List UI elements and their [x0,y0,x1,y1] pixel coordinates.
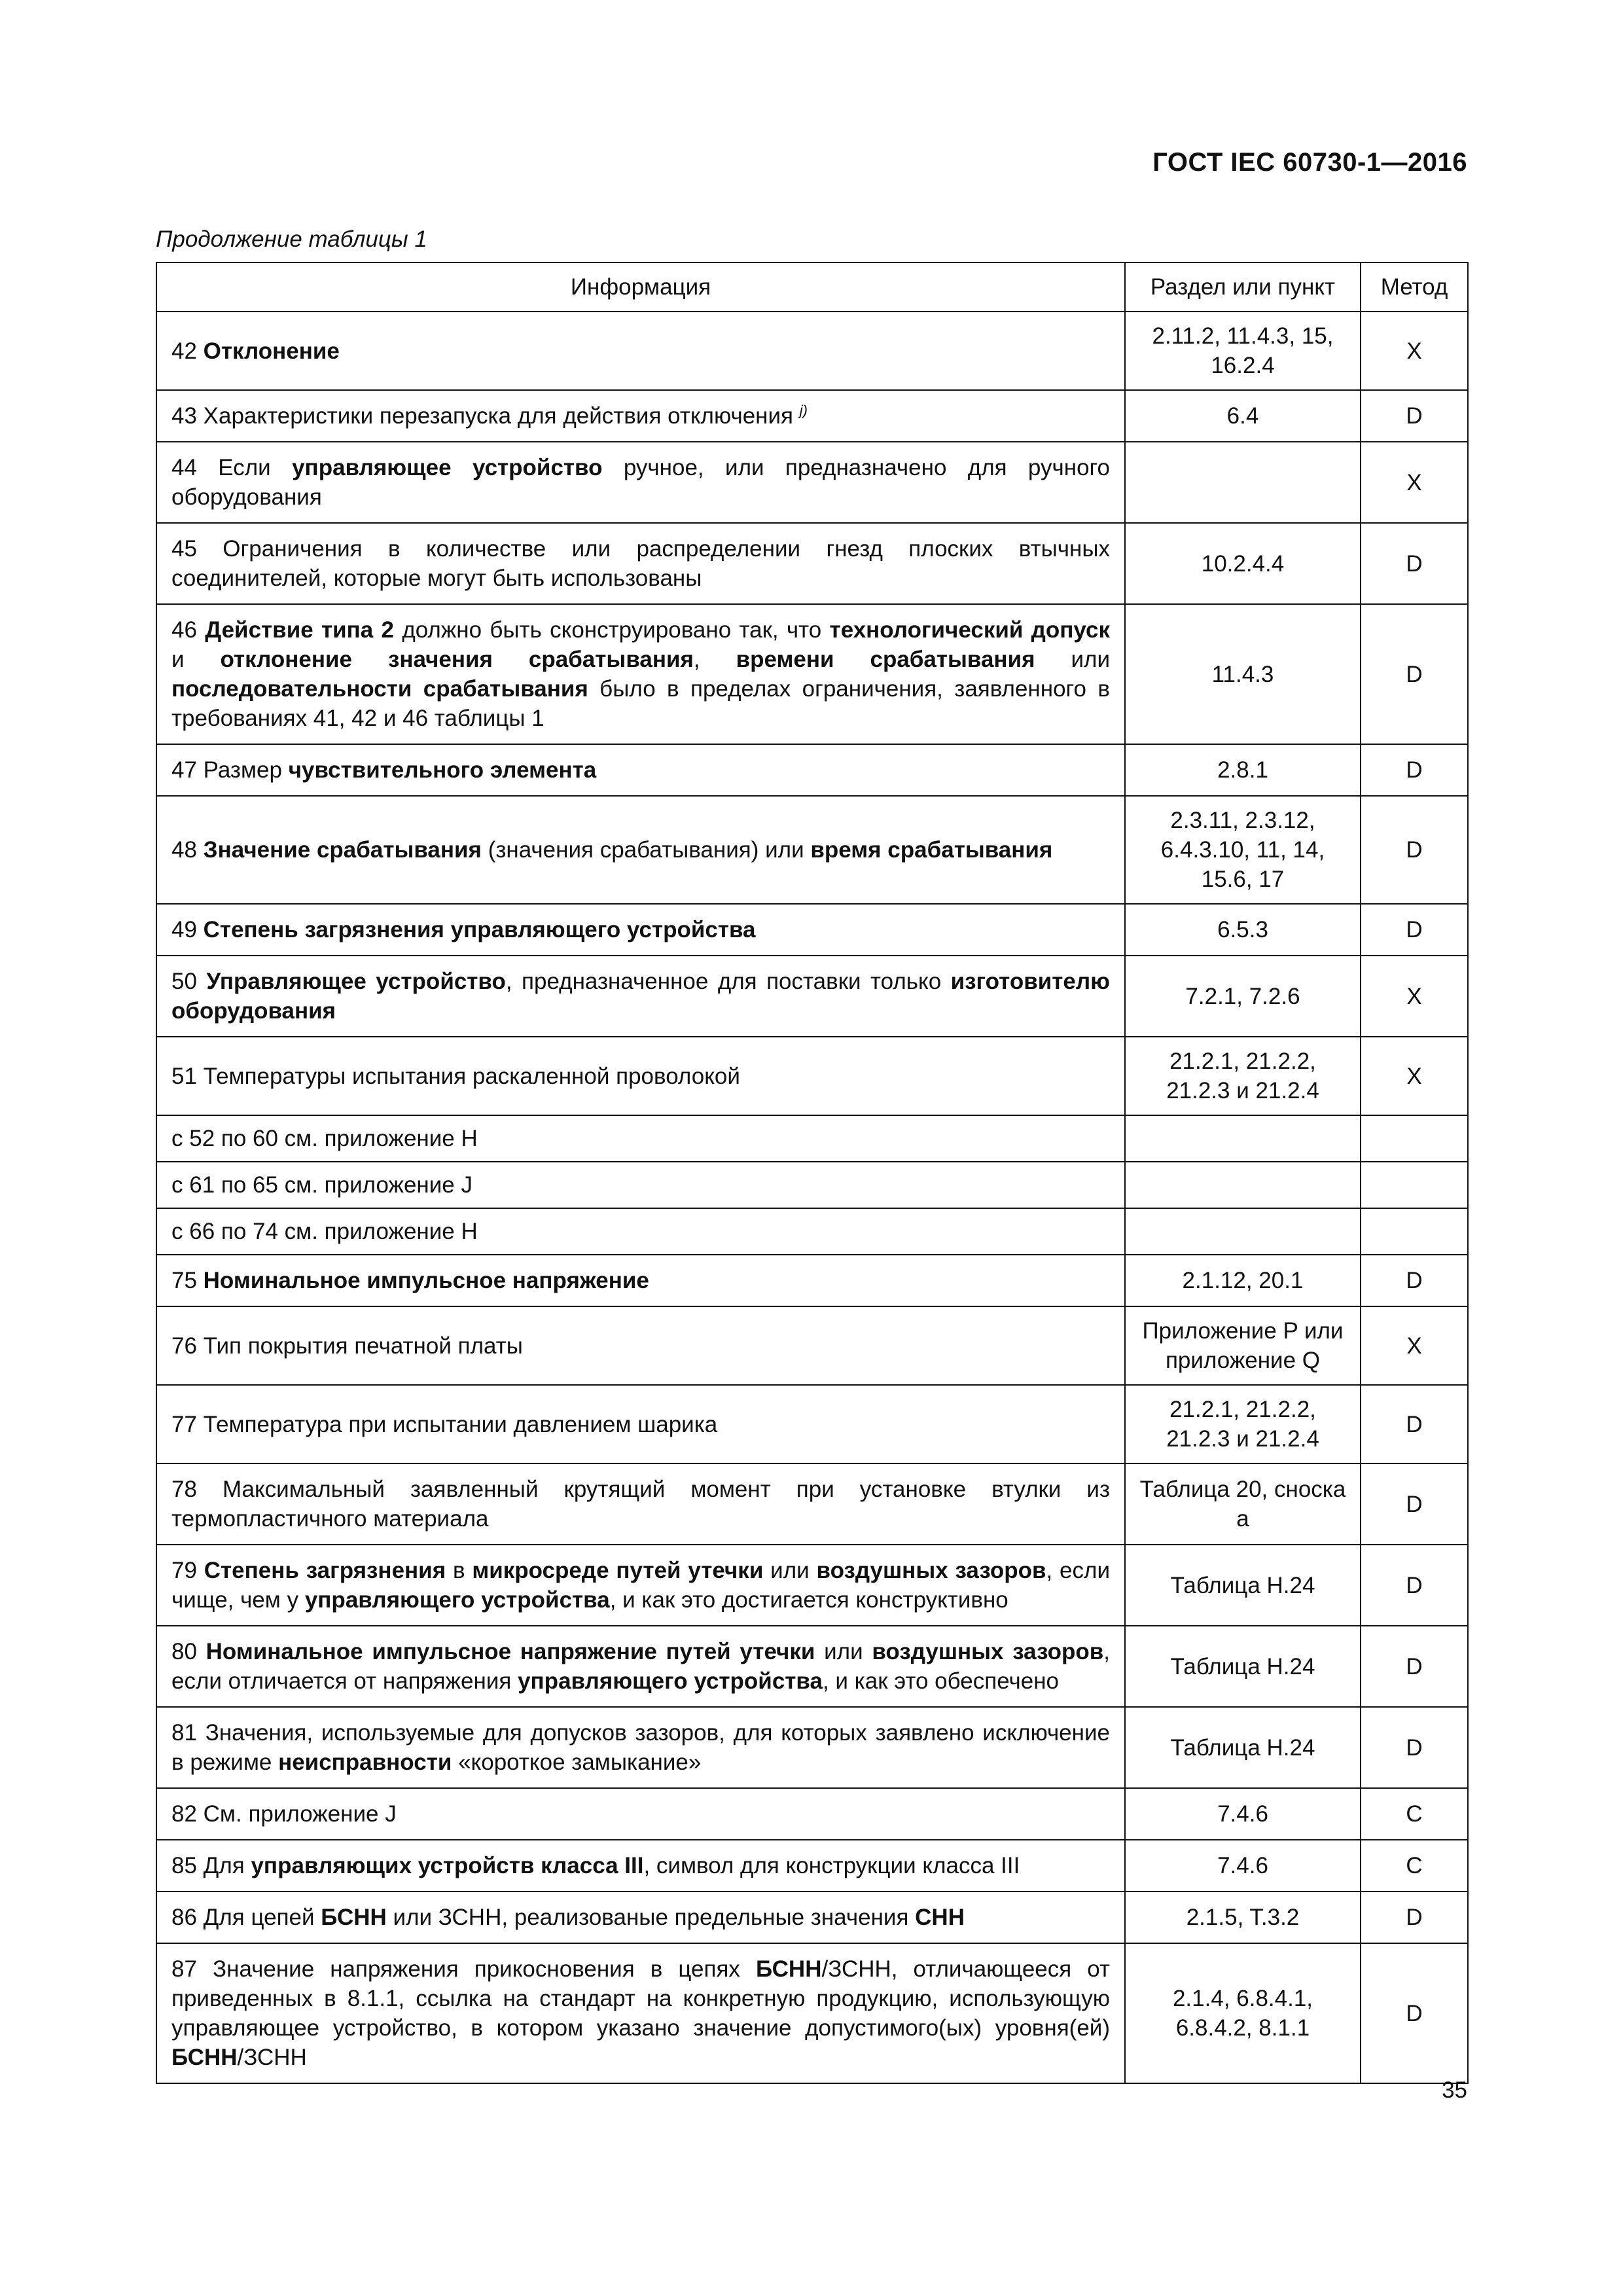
text-segment: 42 [171,338,204,364]
term-bold: Номинальное импульсное напряжение путей утечки [205,1639,815,1664]
text-segment: (значения срабатывания) или [481,837,811,863]
requirements-table [156,262,1469,2084]
cell-info [156,1208,1125,1255]
cell-method: X [1361,956,1468,1037]
text-segment: 82 См. приложение J [171,1801,397,1827]
term-bold: отклонение значения срабатывания [220,647,694,672]
term-bold: управляющих устройств класса III [251,1853,644,1878]
table-row [156,1306,1468,1385]
text-segment: /ЗСНН, отличающееся от приведенных в 8.1.1, ссылка на стандарт на конкретную продукцию, использующую управляющее устройство, в котором указано значение допустимого(ых) уровня(ей) [171,1956,1110,2041]
cell-method: D [1361,1255,1468,1306]
text-segment: , символ для конструкции класса III [643,1853,1020,1878]
cell-method [1361,1208,1468,1255]
text-segment: 87 Значение напряжения прикосновения в цепях [171,1956,756,1982]
cell-info [156,1545,1125,1626]
text-segment: , и как это достигается конструктивно [609,1587,1008,1613]
cell-section-ref: Таблица H.24 [1125,1545,1361,1626]
text-segment: 50 [171,969,207,994]
cell-info [156,796,1125,904]
text-segment: или [815,1639,872,1664]
term-bold: Степень загрязнения управляющего устройства [203,917,756,942]
table-row [156,523,1468,604]
table-row [156,1115,1468,1162]
cell-section-ref: 7.4.6 [1125,1840,1361,1892]
text-segment: в [446,1558,473,1583]
text-segment: ручное, или предназначено для ручного оборудования [171,455,1110,510]
cell-info [156,390,1125,442]
cell-info [156,1255,1125,1306]
table-row [156,312,1468,390]
cell-section-ref: 2.11.2, 11.4.3, 15, 16.2.4 [1125,312,1361,390]
cell-info [156,1115,1125,1162]
text-segment: или ЗСНН, реализованые предельные значения [386,1905,916,1930]
cell-section-ref: 6.5.3 [1125,904,1361,956]
cell-info [156,523,1125,604]
cell-section-ref: 11.4.3 [1125,604,1361,744]
column-header-section: Раздел или пункт [1125,262,1361,312]
cell-section-ref: 7.4.6 [1125,1788,1361,1840]
cell-method: X [1361,312,1468,390]
cell-method: D [1361,1385,1468,1463]
term-bold: Действие типа 2 [205,617,395,643]
cell-section-ref [1125,1115,1361,1162]
table-row [156,904,1468,956]
table-row [156,1943,1468,2083]
cell-method: X [1361,442,1468,523]
cell-info [156,1943,1125,2083]
term-bold: время срабатывания [810,837,1053,863]
cell-section-ref: 21.2.1, 21.2.2, 21.2.3 и 21.2.4 [1125,1037,1361,1115]
table-row [156,1840,1468,1892]
text-segment: 48 [171,837,204,863]
term-bold: БСНН [171,2045,238,2070]
text-segment: или [763,1558,817,1583]
cell-method: C [1361,1840,1468,1892]
term-bold: последовательности срабатывания [171,676,588,702]
column-header-method: Метод [1361,262,1468,312]
text-segment: 49 [171,917,204,942]
cell-section-ref [1125,442,1361,523]
term-bold: БСНН [755,1956,822,1982]
text-segment: 75 [171,1268,204,1293]
cell-section-ref: 2.3.11, 2.3.12, 6.4.3.10, 11, 14, 15.6, 17 [1125,796,1361,904]
text-segment: было в пределах ограничения, заявленного в требованиях 41, 42 и 46 таблицы 1 [171,676,1110,731]
table-row [156,1162,1468,1208]
text-segment: 81 Значения, используемые для допусков зазоров, для которых заявлено исключение в режиме [171,1720,1110,1775]
text-segment: 78 Максимальный заявленный крутящий момент при установке втулки из термопластичного материала [171,1477,1110,1532]
text-segment: с 52 по 60 см. приложение H [171,1126,478,1151]
table-row [156,1037,1468,1115]
term-bold: СНН [915,1905,965,1930]
text-segment: 79 [171,1558,204,1583]
cell-method [1361,1162,1468,1208]
text-segment: 46 [171,617,205,643]
text-segment: 47 Размер [171,757,289,783]
text-segment: 80 [171,1639,206,1664]
cell-info [156,1892,1125,1943]
cell-section-ref: 2.8.1 [1125,744,1361,796]
cell-info [156,442,1125,523]
cell-method: D [1361,523,1468,604]
text-segment: 85 Для [171,1853,251,1878]
table-row [156,1788,1468,1840]
cell-method: D [1361,1707,1468,1788]
text-segment: 86 Для цепей [171,1905,321,1930]
footnote-ref: j) [799,402,808,419]
text-segment: , если отличается от напряжения [171,1639,1110,1694]
table-row [156,1545,1468,1626]
text-segment: с 61 по 65 см. приложение J [171,1172,473,1198]
cell-section-ref: 10.2.4.4 [1125,523,1361,604]
term-bold: воздушных зазоров [816,1558,1046,1583]
cell-info [156,1385,1125,1463]
table-header-row [156,262,1468,312]
cell-section-ref: Таблица H.24 [1125,1707,1361,1788]
term-bold: чувствительного элемента [288,757,597,783]
term-bold: управляющее устройство [292,455,603,480]
text-segment: , предназначенное для поставки только [505,969,951,994]
cell-section-ref: 2.1.12, 20.1 [1125,1255,1361,1306]
cell-info [156,604,1125,744]
term-bold: изготовителю оборудования [171,969,1110,1024]
cell-info [156,1788,1125,1840]
cell-section-ref: 21.2.1, 21.2.2, 21.2.3 и 21.2.4 [1125,1385,1361,1463]
table-row [156,1892,1468,1943]
cell-info [156,904,1125,956]
cell-section-ref: Таблица 20, сноска a [1125,1463,1361,1545]
cell-method [1361,1115,1468,1162]
cell-section-ref: 7.2.1, 7.2.6 [1125,956,1361,1037]
table-row [156,956,1468,1037]
text-segment: или [1035,647,1110,672]
cell-method: C [1361,1788,1468,1840]
table-row [156,1463,1468,1545]
text-segment: 45 Ограничения в количестве или распределении гнезд плоских втычных соединителей, которые могут быть использованы [171,536,1110,591]
cell-method: D [1361,1943,1468,2083]
cell-info [156,1626,1125,1707]
table-row [156,1385,1468,1463]
cell-method: D [1361,796,1468,904]
term-bold: БСНН [321,1905,387,1930]
cell-method: D [1361,904,1468,956]
table-row [156,1208,1468,1255]
cell-section-ref [1125,1208,1361,1255]
column-header-info: Информация [156,262,1125,312]
table-row [156,390,1468,442]
text-segment: 76 Тип покрытия печатной платы [171,1333,523,1359]
cell-info [156,1707,1125,1788]
term-bold: Управляющее устройство [206,969,506,994]
table-row [156,1626,1468,1707]
text-segment: , если чище, чем у [171,1558,1110,1613]
cell-section-ref: Таблица H.24 [1125,1626,1361,1707]
term-bold: воздушных зазоров [872,1639,1104,1664]
table-row [156,604,1468,744]
cell-info [156,1840,1125,1892]
document-standard-code: ГОСТ IEC 60730-1—2016 [1152,148,1467,177]
term-bold: времени срабатывания [736,647,1035,672]
cell-info [156,312,1125,390]
cell-method: D [1361,604,1468,744]
table-row [156,796,1468,904]
table-row [156,1707,1468,1788]
term-bold: Отклонение [203,338,340,364]
cell-method: D [1361,744,1468,796]
cell-section-ref: 2.1.4, 6.8.4.1, 6.8.4.2, 8.1.1 [1125,1943,1361,2083]
cell-section-ref [1125,1162,1361,1208]
cell-method: D [1361,1463,1468,1545]
term-bold: микросреде путей утечки [472,1558,764,1583]
text-segment: /ЗСНН [237,2045,307,2070]
text-segment: , [693,647,736,672]
text-segment: с 66 по 74 см. приложение H [171,1219,478,1244]
page-number: 35 [1442,2077,1467,2103]
table-continuation-caption: Продолжение таблицы 1 [156,226,427,252]
text-segment: 44 Если [171,455,293,480]
cell-info [156,1037,1125,1115]
cell-info [156,744,1125,796]
text-segment: 51 Температуры испытания раскаленной проволокой [171,1063,740,1089]
text-segment: , и как это обеспечено [822,1668,1060,1694]
table-row [156,744,1468,796]
cell-method: D [1361,1545,1468,1626]
term-bold: технологический допуск [829,617,1110,643]
table-row [156,1255,1468,1306]
term-bold: управляющего устройства [518,1668,823,1694]
term-bold: Значение срабатывания [203,837,482,863]
cell-section-ref: Приложение P или приложение Q [1125,1306,1361,1385]
cell-method: X [1361,1306,1468,1385]
table-body [156,312,1468,2083]
term-bold: управляющего устройства [304,1587,610,1613]
term-bold: неисправности [278,1749,452,1775]
cell-method: D [1361,1892,1468,1943]
text-segment: должно быть сконструировано так, что [394,617,830,643]
cell-section-ref: 6.4 [1125,390,1361,442]
cell-section-ref: 2.1.5, T.3.2 [1125,1892,1361,1943]
term-bold: Степень загрязнения [204,1558,446,1583]
text-segment: 43 Характеристики перезапуска для действия отключения [171,403,800,429]
cell-method: X [1361,1037,1468,1115]
cell-method: D [1361,390,1468,442]
cell-info [156,1306,1125,1385]
text-segment: «короткое замыкание» [452,1749,702,1775]
cell-info [156,1162,1125,1208]
text-segment: 77 Температура при испытании давлением шарика [171,1411,718,1437]
cell-info [156,1463,1125,1545]
term-bold: Номинальное импульсное напряжение [203,1268,649,1293]
text-segment: и [171,647,221,672]
cell-info [156,956,1125,1037]
table-row [156,442,1468,523]
cell-method: D [1361,1626,1468,1707]
